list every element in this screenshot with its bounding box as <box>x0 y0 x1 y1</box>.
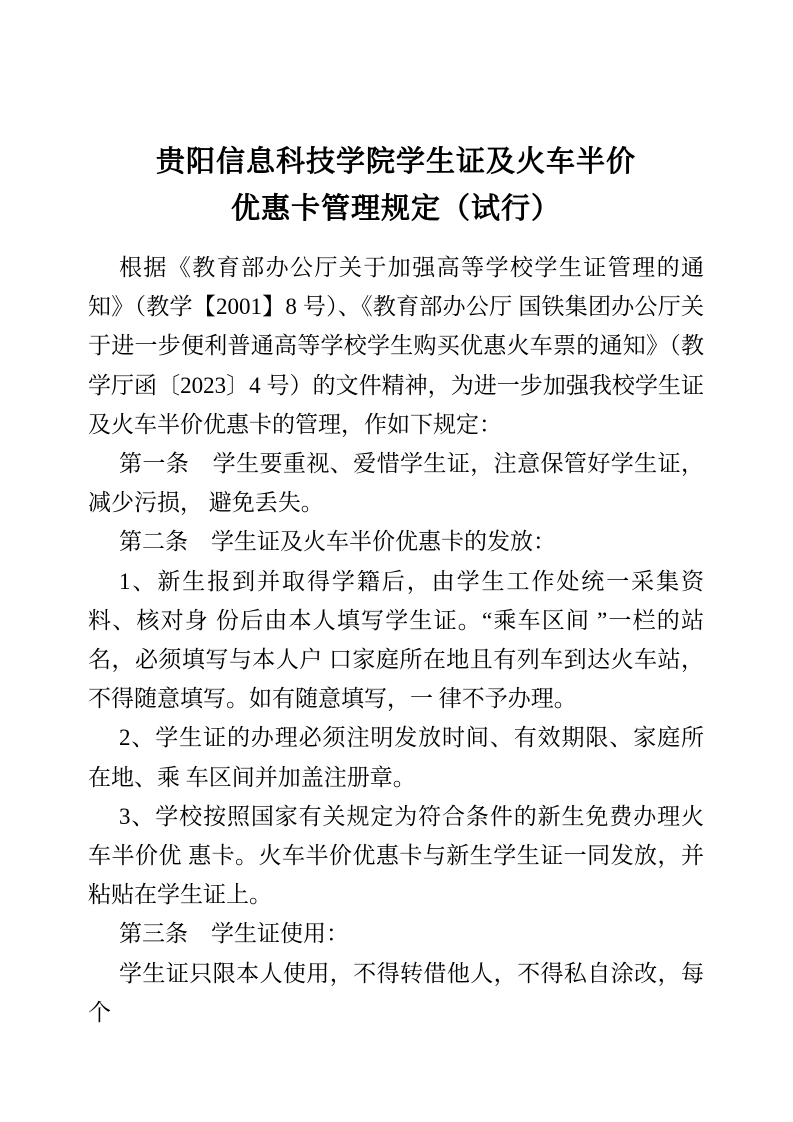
document-body <box>88 248 704 1032</box>
paragraph-article-2-item-2: 2、学生证的办理必须注明发放时间、有效期限、家庭所在地、乘 车区间并加盖注册章。 <box>88 725 704 790</box>
document-title <box>88 139 704 233</box>
paragraph-article-1: 第一条 学生要重视、爱惜学生证，注意保管好学生证，减少污损， 避免丢失。 <box>88 451 704 516</box>
paragraph-intro: 根据《教育部办公厅关于加强高等学校学生证管理的通知》（教学【2001】8 号）、《教育部办公厅 国铁集团办公厅关于进一步便利普通高等学校学生购买优惠火车票的通知》（教学厅函〔2023〕4 号）的文件精神，为进一步加强我校学生证及火车半价优惠卡的管理，作如下规定： <box>88 255 704 437</box>
paragraph-article-2-item-3: 3、学校按照国家有关规定为符合条件的新生免费办理火车半价优 惠卡。火车半价优惠卡与新生学生证一同发放，并粘贴在学生证上。 <box>88 803 704 908</box>
paragraph-article-3-body: 学生证只限本人使用，不得转借他人，不得私自涂改，每个 <box>88 960 704 1025</box>
title-line-1: 贵阳信息科技学院学生证及火车半价 <box>155 146 636 178</box>
paragraph-article-2: 第二条 学生证及火车半价优惠卡的发放： <box>119 529 556 555</box>
title-line-2: 优惠卡管理规定（试行） <box>230 193 561 225</box>
paragraph-article-3: 第三条 学生证使用： <box>119 921 349 947</box>
paragraph-article-2-item-1: 1、新生报到并取得学籍后，由学生工作处统一采集资料、核对身 份后由本人填写学生证。“乘车区间 ”一栏的站名，必须填写与本人户 口家庭所在地且有列车到达火车站，不得随意填写。如有随意填写，一 律不予办理。 <box>88 568 704 712</box>
